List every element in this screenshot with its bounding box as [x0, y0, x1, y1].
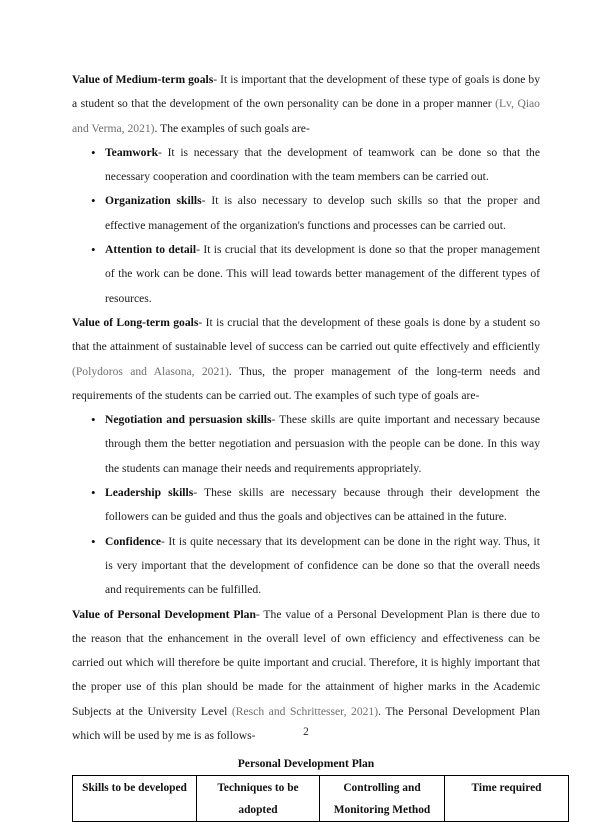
page-number: 2	[303, 726, 309, 738]
paragraph-lead-pdp: Value of Personal Development Plan	[72, 607, 256, 621]
table-row	[73, 776, 569, 822]
bullet-text: - It is quite necessary that its development can be done in the right way. Thus, it is very important that the development of confidence can be done so that the overall needs and requirements can be fulfilled.	[105, 534, 540, 597]
bullet-lead-teamwork: Teamwork	[105, 145, 159, 159]
list-item	[72, 141, 540, 190]
list-item	[72, 189, 540, 238]
citation-resch-schrittesser: (Resch and Schrittesser, 2021)	[231, 704, 379, 718]
bullet-icon: •	[91, 485, 96, 501]
bullet-lead-negotiation-persuasion-skills: Negotiation and persuasion skills	[105, 413, 272, 427]
paragraph-medium-term-goals	[72, 68, 540, 141]
table-header-techniques-to-be-adopted: Techniques to be adopted	[197, 776, 320, 822]
bullet-icon: •	[91, 412, 96, 428]
bullet-text: - These skills are quite important and necessary because through them the better negotiation and persuasion with the people can be done. In this way the students can manage their needs and requirements appropriately.	[105, 413, 540, 475]
bullet-text: - It is necessary that the development of teamwork can be done so that the necessary cooperation and coordination with the team members can be carried out.	[105, 145, 540, 184]
citation-polydoros-alasona: (Polydoros and Alasona, 2021)	[72, 364, 229, 378]
bullet-text: - It is crucial that its development is done so that the proper management of the work can be done. This will lead towards better management of the different types of resources.	[105, 243, 540, 305]
paragraph-text-before-citation: - It is important that the development of these type of goals is done by a student so that the development of the own personality can be done in a proper manner	[72, 73, 540, 111]
paragraph-text-after-citation: . The Personal Development Plan which will be used by me is as follows-	[72, 704, 541, 743]
bullet-list-long-term-goals	[72, 408, 540, 602]
paragraph-lead-medium-term: Value of Medium-term goals	[72, 73, 214, 86]
bullet-lead-organization-skills: Organization skills	[105, 194, 202, 208]
bullet-text: - It is also necessary to develop such skills so that the proper and effective management of the organization's functions and processes can be carried out.	[105, 194, 540, 232]
paragraph-long-term-goals	[72, 311, 540, 408]
bullet-icon: •	[91, 242, 96, 258]
citation-lv-qiao-verma: (Lv, Qiao and Verma, 2021)	[72, 97, 540, 135]
list-item	[72, 530, 540, 603]
paragraph-text-after-citation: . The examples of such goals are-	[154, 121, 310, 135]
table-header-controlling-and-monitoring-method: Controlling and Monitoring Method	[320, 776, 445, 822]
bullet-list-medium-term-goals	[72, 141, 540, 311]
page-content	[72, 68, 540, 822]
bullet-lead-attention-to-detail: Attention to detail	[105, 243, 197, 257]
list-item	[72, 238, 540, 311]
paragraph-text-before-citation: - The value of a Personal Development Plan is there due to the reason that the enhancement in the overall level of own efficiency and effectiveness can be carried out which will therefore be quite important and crucial. Therefore, it is highly important that the proper use of this plan should be made for the attainment of higher marks in the Academic Subjects at the University Level	[72, 607, 540, 718]
bullet-lead-confidence: Confidence	[105, 534, 162, 548]
paragraph-text-before-citation: - It is crucial that the development of these goals is done by a student so that the attainment of sustainable level of success can be carried out quite effectively and efficiently	[72, 315, 540, 354]
paragraph-text-after-citation: . Thus, the proper management of the long-term needs and requirements of the students can be carried out. The examples of such type of goals are-	[72, 364, 540, 402]
table-caption: Personal Development Plan	[237, 757, 375, 771]
bullet-icon: •	[91, 533, 96, 549]
table-header-time-required: Time required	[445, 776, 569, 822]
bullet-lead-leadership-skills: Leadership skills	[105, 486, 194, 500]
bullet-icon: •	[91, 144, 96, 160]
list-item	[72, 408, 540, 481]
table-header-skills-to-be-developed: Skills to be developed	[73, 776, 197, 822]
list-item	[72, 481, 540, 530]
bullet-icon: •	[91, 193, 96, 209]
bullet-text: - These skills are necessary because through their development the followers can be guided and thus the goals and objectives can be attained in the future.	[105, 486, 541, 524]
personal-development-plan-table	[72, 775, 569, 822]
paragraph-lead-long-term: Value of Long-term goals	[72, 315, 199, 329]
